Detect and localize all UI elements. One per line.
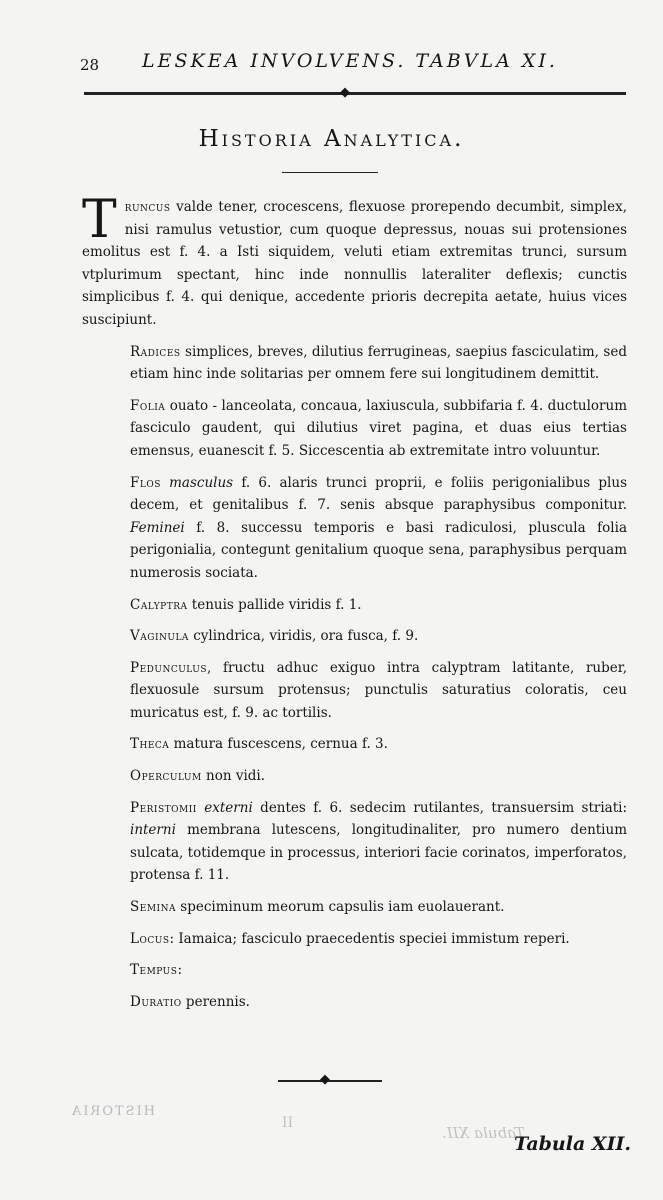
text-body: [82, 190, 628, 1013]
text-radices: simplices, breves, dilutius ferrugineas, saepius fasciculatim, sed etiam hinc inde solitarias per omnem fere sui longitudinem demittit.: [130, 343, 627, 383]
text-folia: ouato - lanceolata, concaua, laxiuscula, subbifaria f. 4. ductulorum fasciculo gaudent, qui dilutius viret pagina, et duas eius tertias emensus, euanescit f. 5. Siccescentia ab extremitate intro voluuntur.: [130, 397, 627, 459]
term-locus: Locus: [130, 930, 170, 947]
term-duratio: Duratio: [130, 993, 182, 1010]
section-title: Historia Analytica.: [198, 126, 465, 152]
text-pedunculus: , fructu adhuc exiguo intra calyptram latitante, ruber, flexuosule sursum protensus; punctulis saturatius coloratis, ceu muricatus est, f. 9. ac tortilis.: [130, 659, 627, 721]
term-masculus: masculus: [169, 474, 234, 491]
term-operculum: Operculum: [130, 768, 202, 785]
text-locus: : Iamaica; fasciculo praecedentis speciei immistum reperi.: [169, 930, 570, 947]
paragraph-truncus: [82, 190, 627, 332]
paragraph-folia: [82, 395, 627, 463]
term-vaginula: Vaginula: [130, 628, 189, 645]
text-operculum: non vidi.: [201, 768, 266, 785]
term-interni: interni: [130, 822, 176, 839]
text-flos-2: f. 8. successu temporis e basi radiculosi, pluscula folia perigonialia, contegunt genitalium quoque sena, paraphysibus perquam numerosis sociata.: [130, 519, 627, 581]
paragraph-operculum: [82, 765, 627, 788]
paragraph-calyptra: [82, 594, 627, 617]
text-tempus: :: [177, 962, 182, 979]
term-semina: Semina: [130, 899, 176, 916]
text-theca: matura fuscescens, cernua f. 3.: [169, 736, 388, 753]
term-externi: externi: [204, 799, 253, 816]
header-ornament: ◆: [340, 85, 350, 100]
footer-rule: [278, 1080, 382, 1082]
paragraph-theca: [82, 733, 627, 756]
term-radices: Radices: [130, 343, 181, 360]
bleed-through-text-left: HISTORIA: [70, 1104, 156, 1119]
paragraph-flos: [82, 472, 627, 585]
term-feminei: Feminei: [130, 519, 185, 536]
bleed-through-text-right: Tabula XII.: [442, 1124, 525, 1142]
title-rule: [282, 172, 378, 173]
term-calyptra: Calyptra: [130, 596, 188, 613]
term-folia: Folia: [130, 397, 166, 414]
text-peristomii-2: membrana lutescens, longitudinaliter, pro numero dentium sulcata, totidemque in processus, interiori facie corinatos, imperforatos, protensa f. 11.: [130, 822, 627, 884]
text-vaginula: cylindrica, viridis, ora fusca, f. 9.: [188, 628, 419, 645]
text-semina: speciminum meorum capsulis iam euolauerant.: [175, 899, 505, 916]
paragraph-radices: [82, 341, 627, 386]
footer-ornament: ◆: [320, 1072, 330, 1087]
text-truncus: valde tener, crocescens, flexuose prorependo decumbit, simplex, nisi ramulus vetustior, cum quoque depressus, nouas sui protensiones emolitus est f. 4. a Isti siquidem, veluti etiam extremitas trunci, sursum vtplurimum spectant, hinc inde nonnullis lateraliter deflexis; cunctis simplicibus f. 4. qui denique, accedente prioris decrepita aetate, huius vices suscipiunt.: [82, 199, 627, 328]
running-head: [80, 50, 630, 76]
paragraph-pedunculus: [82, 657, 627, 725]
paragraph-semina: [82, 896, 627, 919]
text-calyptra: tenuis pallide viridis f. 1.: [187, 596, 362, 613]
paragraph-vaginula: [82, 625, 627, 648]
paragraph-peristomii: [82, 797, 627, 887]
term-tempus: Tempus: [130, 962, 178, 979]
term-pedunculus: Pedunculus: [130, 659, 208, 676]
paragraph-locus: [82, 928, 627, 951]
catchword: Tabula XII.: [514, 1133, 632, 1155]
text-duratio: perennis.: [181, 993, 250, 1010]
paragraph-tempus: [82, 959, 627, 982]
text-peristomii: dentes f. 6. sedecim rutilantes, transuersim striati:: [252, 799, 628, 816]
header-rule: [84, 92, 626, 95]
bleed-through-text-center: II: [282, 1115, 294, 1131]
drop-cap: T: [82, 190, 117, 250]
term-flos: Flos: [130, 474, 161, 491]
text-flos: f. 6. alaris trunci proprii, e foliis perigonialibus plus decem, et genitalibus f. 7. senis absque paraphysibus componitur.: [130, 474, 627, 514]
running-title: LESKEA INVOLVENS. TABVLA XI.: [142, 50, 558, 72]
paragraph-duratio: [82, 991, 627, 1014]
term-theca: Theca: [130, 736, 170, 753]
term-peristomii: Peristomii: [130, 799, 197, 816]
term-truncus: runcus: [124, 199, 171, 215]
page-number: 28: [80, 56, 100, 74]
